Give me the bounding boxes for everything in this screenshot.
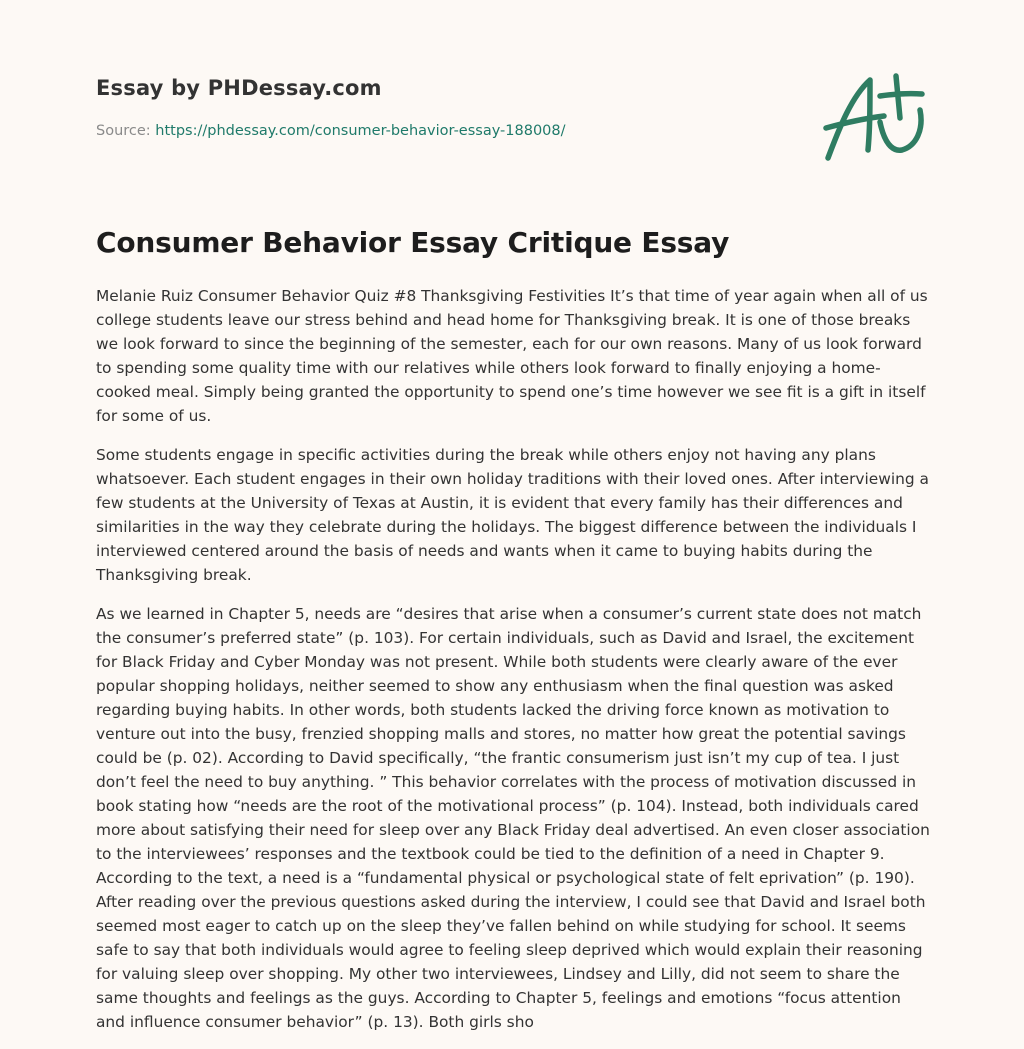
source-label: Source:	[96, 123, 151, 139]
essay-paragraph: Some students engage in specific activities during the break while others enjoy not having any plans whatsoever. Each student engages in their own holiday traditions with their loved ones. After interviewing a few students at the University of Texas at Austin, it is evident that every family has their differences and similarities in the way they celebrate during the holidays. The biggest difference between the individuals I interviewed centered around the basis of needs and wants when it came to buying habits during the Thanksgiving break.	[96, 446, 929, 584]
source-line	[96, 123, 566, 139]
essay-title: Consumer Behavior Essay Critique Essay	[96, 226, 730, 259]
essay-paragraph: As we learned in Chapter 5, needs are “desires that arise when a consumer’s current state does not match the consumer’s preferred state” (p. 103). For certain individuals, such as David and Israel, the excitement for Black Friday and Cyber Monday was not present. While both students were clearly aware of the ever popular shopping holidays, neither seemed to show any enthusiasm when the final question was asked regarding buying habits. In other words, both students lacked the driving force known as motivation to venture out into the busy, frenzied shopping malls and stores, no matter how great the potential savings could be (p. 02). According to David specifically, “the frantic consumerism just isn’t my cup of tea. I just don’t feel the need to buy anything. ” This behavior correlates with the process of motivation discussed in book stating how “needs are the root of the motivational process” (p. 104). Instead, both individuals cared more about satisfying their need for sleep over any Black Friday deal advertised. An even closer association to the interviewees’ responses and the textbook could be tied to the definition of a need in Chapter 9. According to the text, a need is a “fundamental physical or psychological state of felt eprivation” (p. 190). After reading over the previous questions asked during the interview, I could see that David and Israel both seemed most eager to catch up on the sleep they’ve fallen behind on while studying for school. It seems safe to say that both individuals would agree to feeling sleep deprived which would explain their reasoning for valuing sleep over shopping. My other two interviewees, Lindsey and Lilly, did not seem to share the same thoughts and feelings as the guys. According to Chapter 5, feelings and emotions “focus attention and influence consumer behavior” (p. 13). Both girls sho	[96, 605, 930, 1031]
a-plus-logo-icon	[818, 66, 930, 166]
site-title: Essay by PHDessay.com	[96, 76, 382, 100]
essay-body	[96, 284, 932, 1049]
site-header	[96, 76, 936, 100]
source-link[interactable]: https://phdessay.com/consumer-behavior-essay-188008/	[155, 123, 566, 139]
essay-paragraph: Melanie Ruiz Consumer Behavior Quiz #8 Thanksgiving Festivities It’s that time of year again when all of us college students leave our stress behind and head home for Thanksgiving break. It is one of those breaks we look forward to since the beginning of the semester, each for our own reasons. Many of us look forward to spending some quality time with our relatives while others look forward to finally enjoying a home-cooked meal. Simply being granted the opportunity to spend one’s time however we see fit is a gift in itself for some of us.	[96, 287, 928, 425]
